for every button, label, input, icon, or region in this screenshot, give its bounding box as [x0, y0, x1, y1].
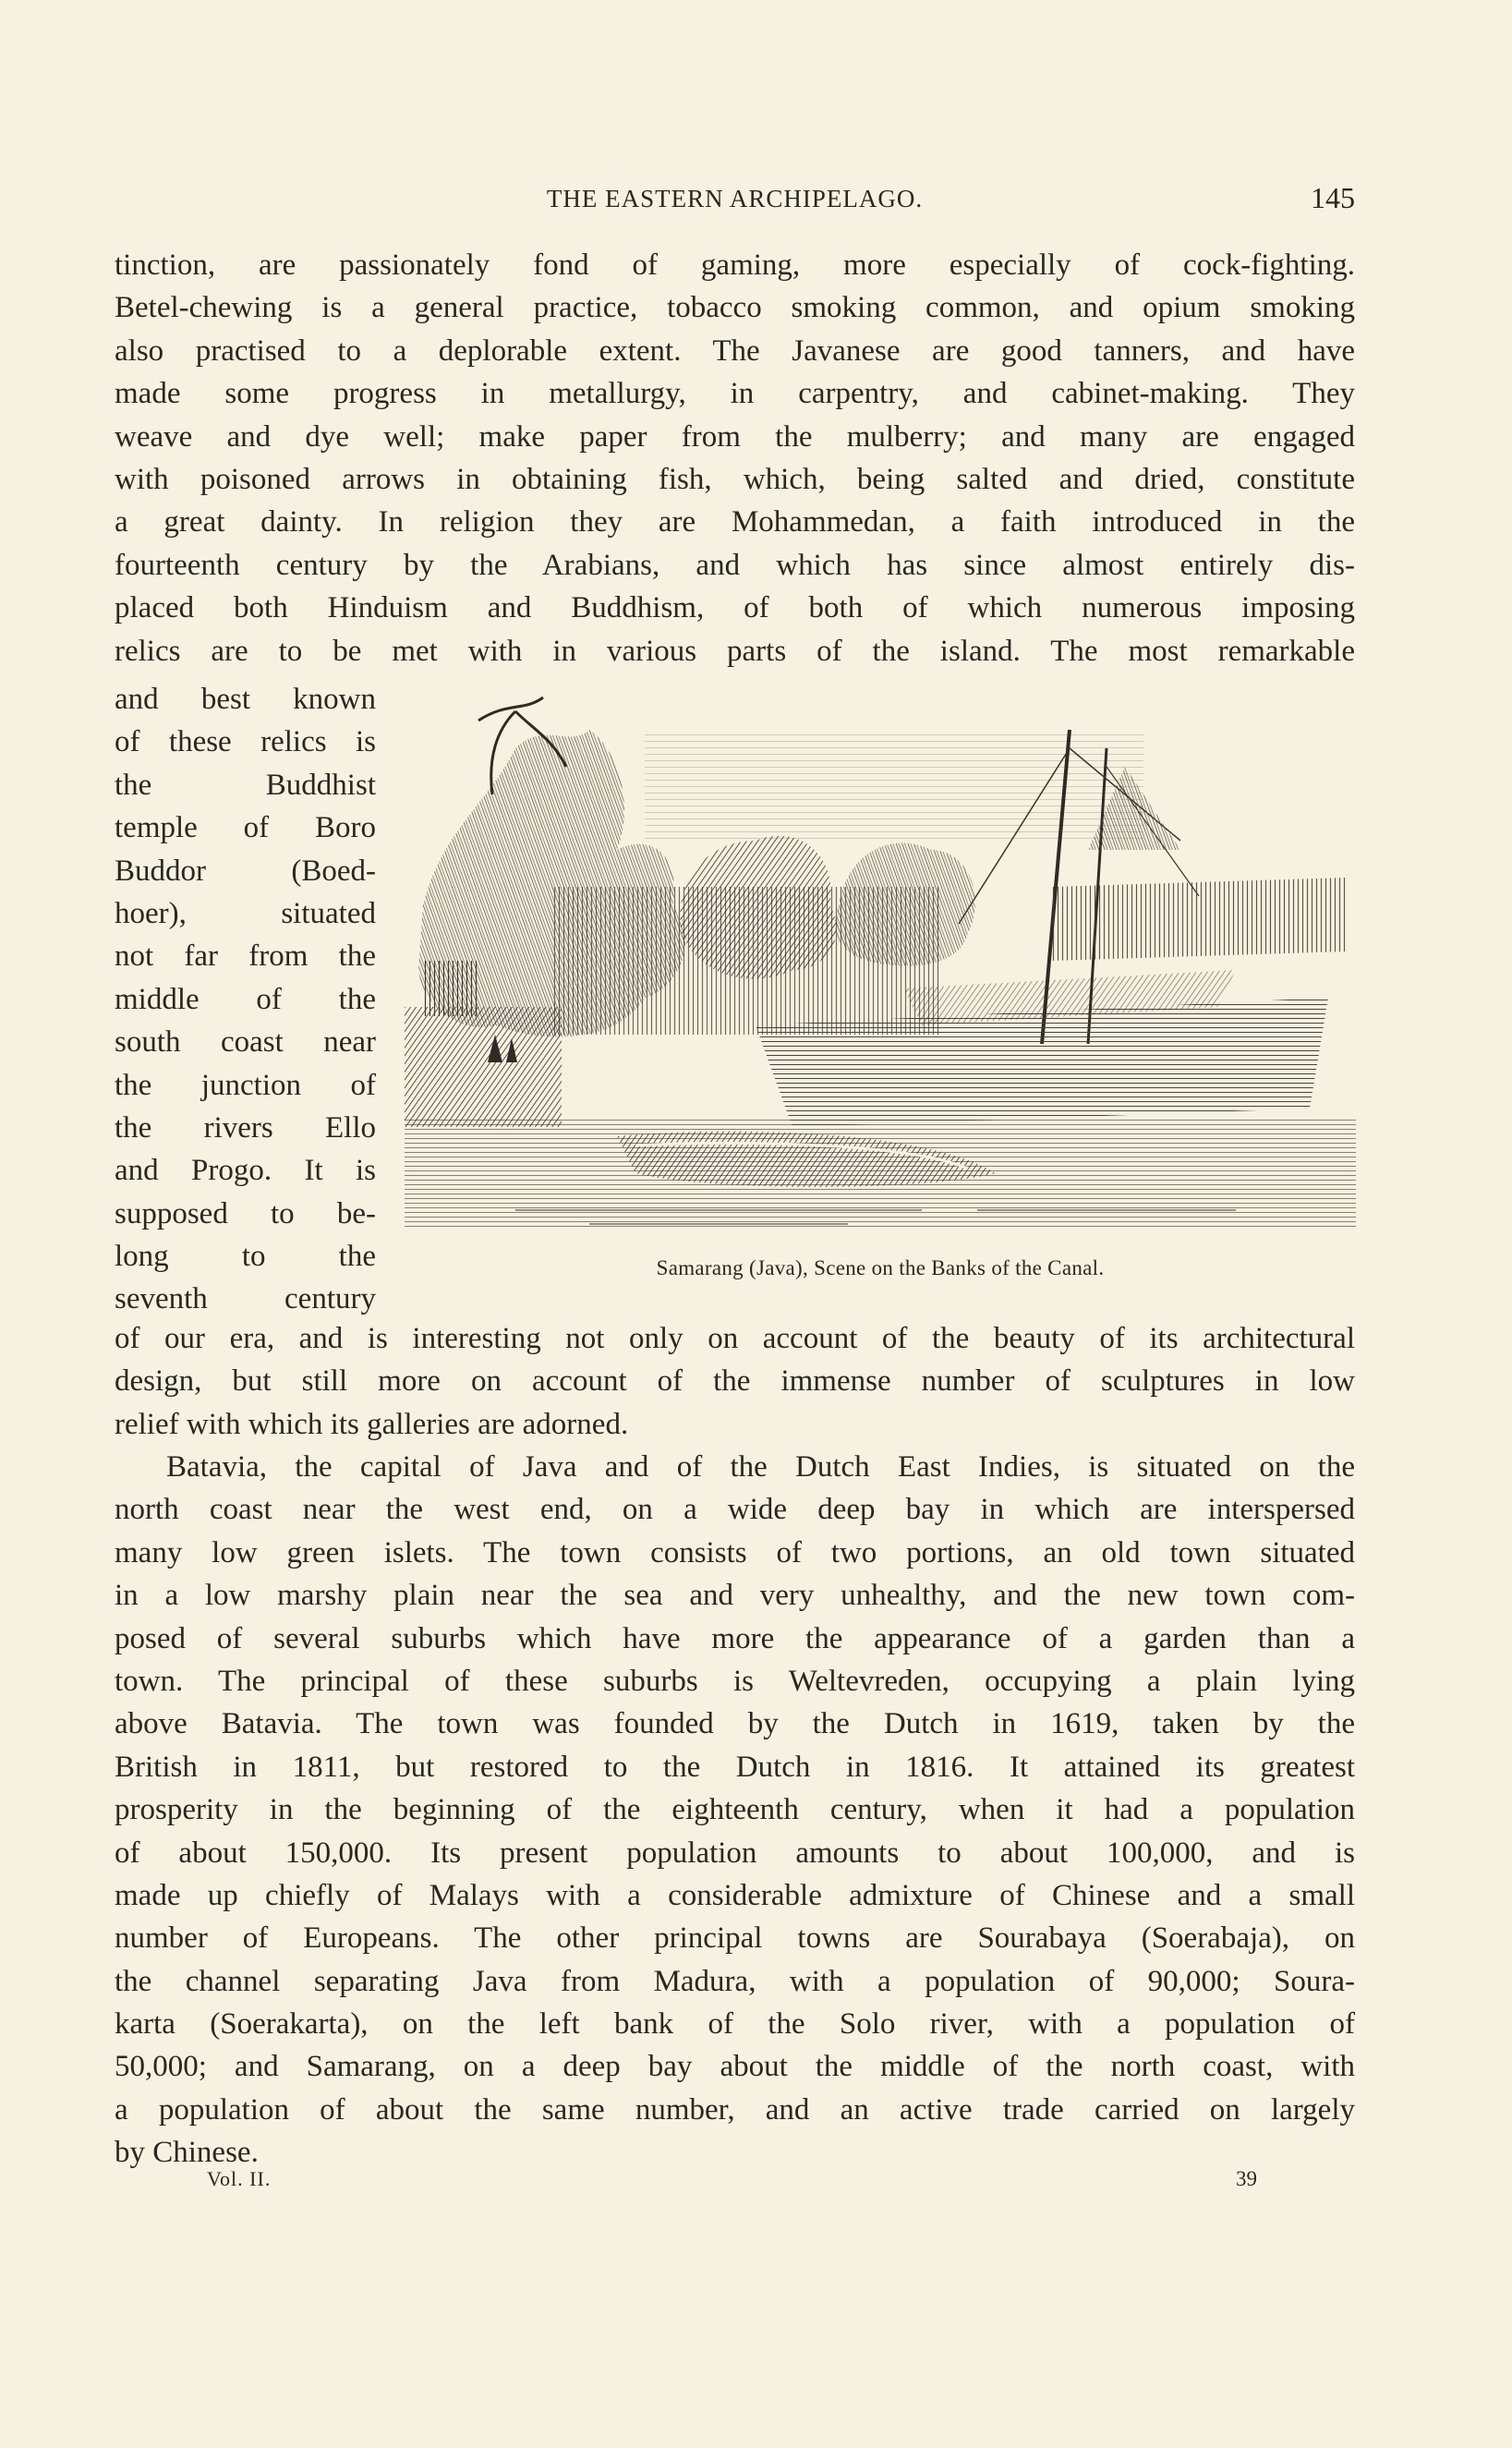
running-title: THE EASTERN ARCHIPELAGO.	[546, 185, 924, 212]
text-line: number of Europeans. The other principal towns are Sourabaya (Soerabaja), on	[115, 1921, 1355, 1956]
text-line: also practised to a deplorable extent. The Javanese are good tanners, and have	[115, 333, 1355, 368]
text-line: made some progress in metallurgy, in carpentry, and cabinet-making. They	[115, 377, 1355, 411]
text-line: of these relics is	[115, 725, 376, 759]
text-line: and Progo. It is	[115, 1154, 376, 1188]
text-line: Batavia, the capital of Java and of the Dutch East Indies, is situated on the	[166, 1450, 1355, 1484]
text-line: Buddor (Boed-	[115, 854, 376, 888]
figure-caption: Samarang (Java), Scene on the Banks of the Canal.	[656, 1256, 1105, 1279]
text-line: by Chinese.	[115, 2136, 259, 2170]
narrow-column-text	[115, 678, 376, 1321]
text-line: a great dainty. In religion they are Mohammedan, a faith introduced in the	[115, 505, 1355, 539]
text-line: the rivers Ello	[115, 1110, 376, 1145]
text-line: fourteenth century by the Arabians, and which has since almost entirely dis-	[115, 548, 1355, 582]
text-line: British in 1811, but restored to the Dutch in 1816. It attained its greatest	[115, 1750, 1355, 1784]
text-line: north coast near the west end, on a wide deep bay in which are interspersed	[115, 1493, 1355, 1527]
text-line: of about 150,000. Its present population amounts to about 100,000, and is	[115, 1836, 1355, 1870]
text-line: made up chiefly of Malays with a considerable admixture of Chinese and a small	[115, 1878, 1355, 1912]
text-line: hoer), situated	[115, 896, 376, 930]
text-line: with poisoned arrows in obtaining fish, which, being salted and dried, constitute	[115, 462, 1355, 496]
text-line: relics are to be met with in various parts of the island. The most remarkable	[115, 634, 1355, 668]
text-line: the channel separating Java from Madura, with a population of 90,000; Soura-	[115, 1964, 1355, 1998]
text-line: of our era, and is interesting not only on account of the beauty of its architectural	[115, 1322, 1355, 1355]
text-line: weave and dye well; make paper from the mulberry; and many are engaged	[115, 419, 1355, 454]
text-line: not far from the	[115, 939, 376, 974]
top-paragraph	[115, 244, 1355, 673]
text-line: the junction of	[115, 1068, 376, 1102]
text-line: middle of the	[115, 982, 376, 1016]
text-line: and best known	[115, 683, 376, 716]
text-line: relief with which its galleries are adorned.	[115, 1407, 629, 1441]
text-line: tinction, are passionately fond of gaming, more especially of cock-fighting.	[115, 248, 1355, 282]
text-line: seventh century	[115, 1282, 376, 1316]
page-number: 145	[1311, 181, 1355, 214]
canal-scene-engraving	[405, 693, 1356, 1247]
text-line: long to the	[115, 1240, 376, 1274]
text-line: prosperity in the beginning of the eighteenth century, when it had a population	[115, 1793, 1355, 1827]
text-line: design, but still more on account of the immense number of sculptures in low	[115, 1364, 1355, 1399]
text-line: karta (Soerakarta), on the left bank of the Solo river, with a population of	[115, 2007, 1355, 2042]
engraving-illustration	[405, 693, 1356, 1247]
continuation-paragraph	[115, 1317, 1355, 1446]
text-line: Betel-chewing is a general practice, tobacco smoking common, and opium smoking	[115, 291, 1355, 325]
text-line: a population of about the same number, and an active trade carried on largely	[115, 2092, 1355, 2127]
volume-label: Vol. II.	[207, 2167, 272, 2190]
text-line: the Buddhist	[115, 768, 376, 802]
signature-mark: 39	[1236, 2167, 1257, 2190]
text-line: town. The principal of these suburbs is Weltevreden, occupying a plain lying	[115, 1664, 1355, 1698]
text-line: temple of Boro	[115, 811, 376, 845]
text-line: south coast near	[115, 1025, 376, 1060]
text-line: posed of several suburbs which have more the appearance of a garden than a	[115, 1621, 1355, 1655]
batavia-paragraph	[115, 1446, 1355, 2175]
text-line: in a low marshy plain near the sea and very unhealthy, and the new town com-	[115, 1579, 1355, 1613]
text-line: placed both Hinduism and Buddhism, of both of which numerous imposing	[115, 591, 1355, 625]
text-line: 50,000; and Samarang, on a deep bay about the middle of the north coast, with	[115, 2050, 1355, 2084]
running-head	[115, 181, 1355, 218]
text-line: many low green islets. The town consists of two portions, an old town situated	[115, 1535, 1355, 1569]
text-line: supposed to be-	[115, 1196, 376, 1230]
text-line: above Batavia. The town was founded by the Dutch in 1619, taken by the	[115, 1707, 1355, 1741]
